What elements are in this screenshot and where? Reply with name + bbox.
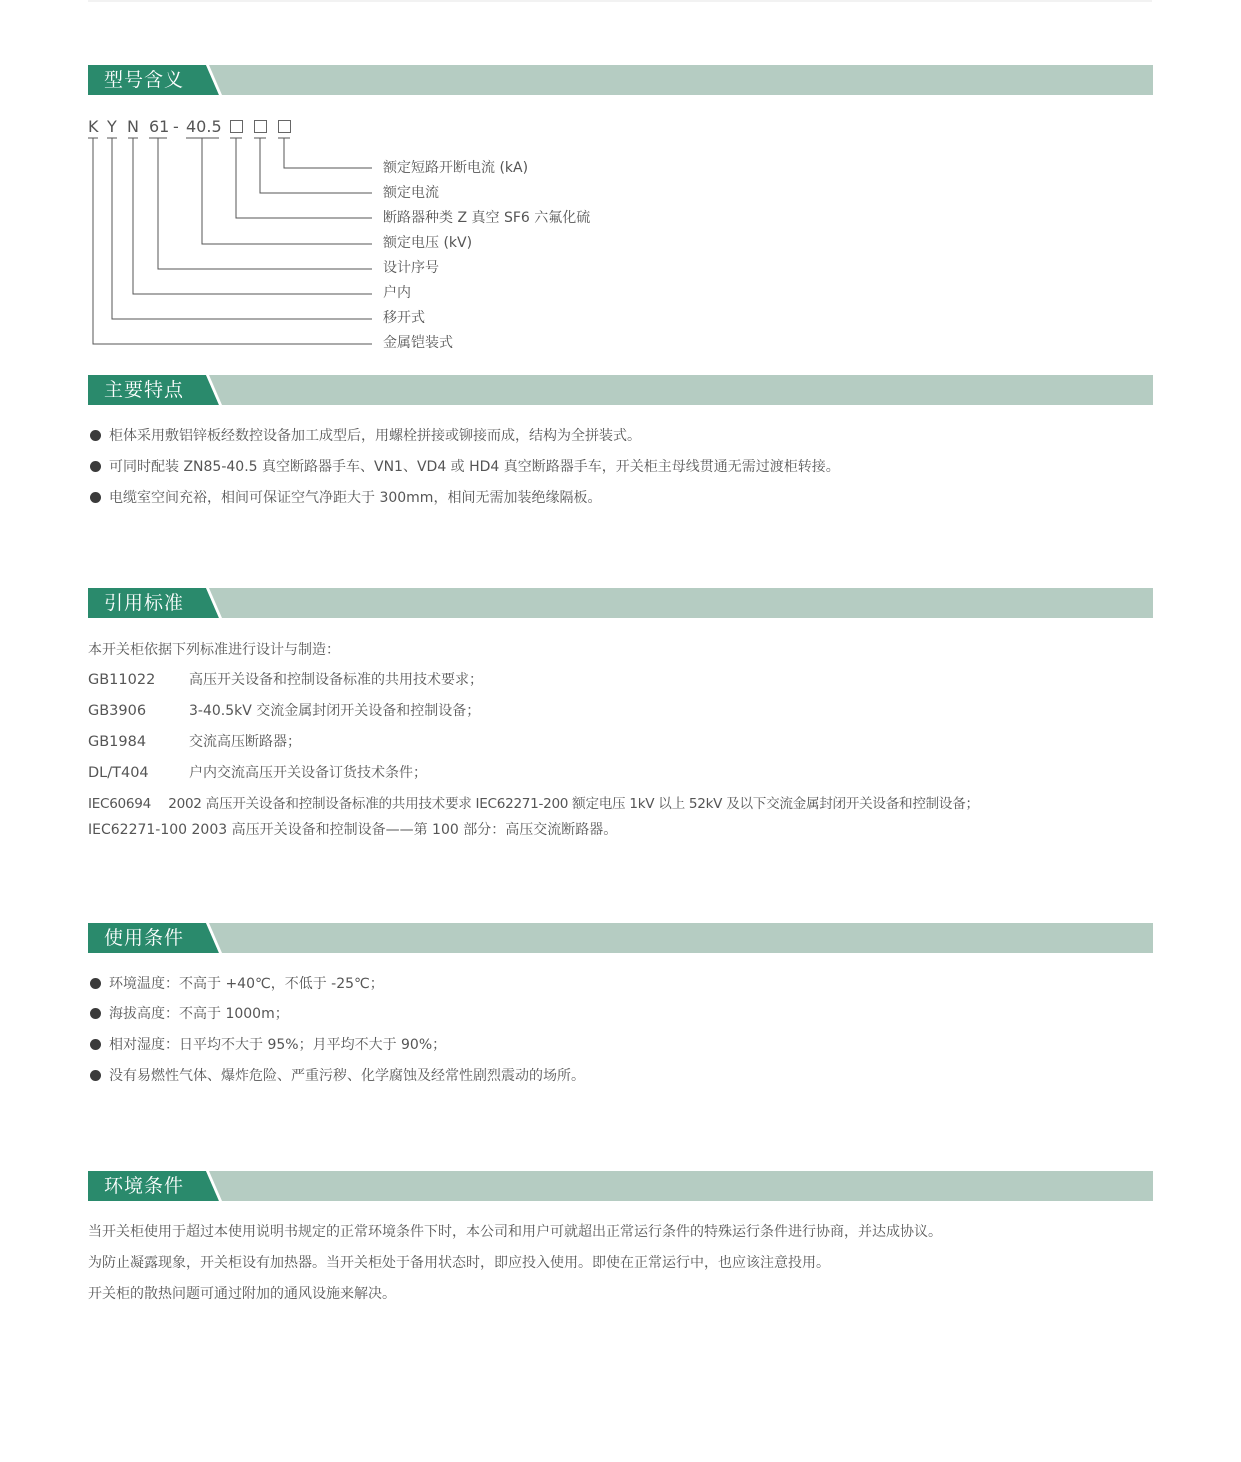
bullet-icon <box>90 978 101 989</box>
environment-paragraph: 为防止凝露现象，开关柜设有加热器。当开关柜处于备用状态时，即应投入使用。即使在正常运行中，也应该注意投用。 <box>88 1255 830 1271</box>
standard-code: GB1984 <box>88 734 147 750</box>
header-bar <box>88 588 1153 618</box>
section-title: 使用条件 <box>104 927 185 949</box>
standard-text: 高压开关设备和控制设备标准的共用技术要求； <box>189 672 483 688</box>
section-title: 主要特点 <box>104 379 185 401</box>
legend-metal-clad: 金属铠装式 <box>383 335 453 351</box>
legend-breaker-type: 断路器种类 Z 真空 SF6 六氟化硫 <box>383 210 591 226</box>
legend-design-number: 设计序号 <box>383 260 439 276</box>
header-bar <box>88 1171 1153 1201</box>
bullet-icon <box>90 461 101 472</box>
legend-rated-current: 额定电流 <box>383 185 439 201</box>
code-letter-y: Y <box>107 117 117 136</box>
bullet-icon <box>90 1070 101 1081</box>
section-header-features <box>88 375 1153 405</box>
legend-breaking-current: 额定短路开断电流 (kA) <box>383 160 529 176</box>
usage-item: 没有易燃性气体、爆炸危险、严重污秽、化学腐蚀及经常性剧烈震动的场所。 <box>88 1066 585 1086</box>
legend-withdrawable: 移开式 <box>383 310 425 326</box>
bullet-icon <box>90 1008 101 1019</box>
usage-item: 相对湿度：日平均不大于 95%；月平均不大于 90%； <box>88 1035 446 1055</box>
legend-rated-voltage: 额定电压 (kV) <box>383 235 473 251</box>
section-title: 引用标准 <box>104 592 185 614</box>
standard-code: GB11022 <box>88 672 156 688</box>
feature-item: 可同时配装 ZN85-40.5 真空断路器手车、VN1、VD4 或 HD4 真空断路器手车，开关柜主母线贯通无需过渡柜转接。 <box>88 457 840 477</box>
bullet-icon <box>90 430 101 441</box>
bullet-icon <box>90 492 101 503</box>
feature-item: 电缆室空间充裕，相间可保证空气净距大于 300mm，相间无需加装绝缘隔板。 <box>88 488 601 508</box>
section-header-usage <box>88 923 1153 953</box>
section-header-standards <box>88 588 1153 618</box>
legend-indoor: 户内 <box>383 285 411 301</box>
standard-text: 3-40.5kV 交流金属封闭开关设备和控制设备； <box>189 703 481 719</box>
code-voltage: 40.5 <box>186 117 222 136</box>
header-bar <box>88 923 1153 953</box>
header-bar <box>88 375 1153 405</box>
section-title: 型号含义 <box>104 69 185 91</box>
standards-iec-line-1: IEC60694 2002 高压开关设备和控制设备标准的共用技术要求 IEC62271-200 额定电压 1kV 以上 52kV 及以下交流金属封闭开关设备和控制设备； <box>88 796 979 812</box>
standard-text: 交流高压断路器； <box>189 734 301 750</box>
code-design-number: 61 <box>149 117 170 136</box>
standards-intro: 本开关柜依据下列标准进行设计与制造： <box>88 642 340 658</box>
code-dash: - <box>173 117 179 136</box>
bullet-icon <box>90 1039 101 1050</box>
usage-item: 海拔高度：不高于 1000m； <box>88 1004 289 1024</box>
standards-iec-line-2: IEC62271-100 2003 高压开关设备和控制设备——第 100 部分：高压交流断路器。 <box>88 822 618 838</box>
section-header-environment <box>88 1171 1153 1201</box>
environment-paragraph: 当开关柜使用于超过本使用说明书规定的正常环境条件下时，本公司和用户可就超出正常运行条件的特殊运行条件进行协商，并达成协议。 <box>88 1224 942 1240</box>
code-letter-k: K <box>88 117 99 136</box>
usage-item: 环境温度：不高于 +40℃，不低于 -25℃； <box>88 974 384 994</box>
standard-code: GB3906 <box>88 703 147 719</box>
section-title: 环境条件 <box>104 1175 185 1197</box>
standard-text: 户内交流高压开关设备订货技术条件； <box>189 765 427 781</box>
standard-code: DL/T404 <box>88 765 149 781</box>
environment-paragraph: 开关柜的散热问题可通过附加的通风设施来解决。 <box>88 1286 396 1302</box>
model-code-leader-lines <box>0 0 400 360</box>
code-letter-n: N <box>127 117 139 136</box>
feature-item: 柜体采用敷铝锌板经数控设备加工成型后，用螺栓拼接或铆接而成，结构为全拼装式。 <box>88 426 641 446</box>
